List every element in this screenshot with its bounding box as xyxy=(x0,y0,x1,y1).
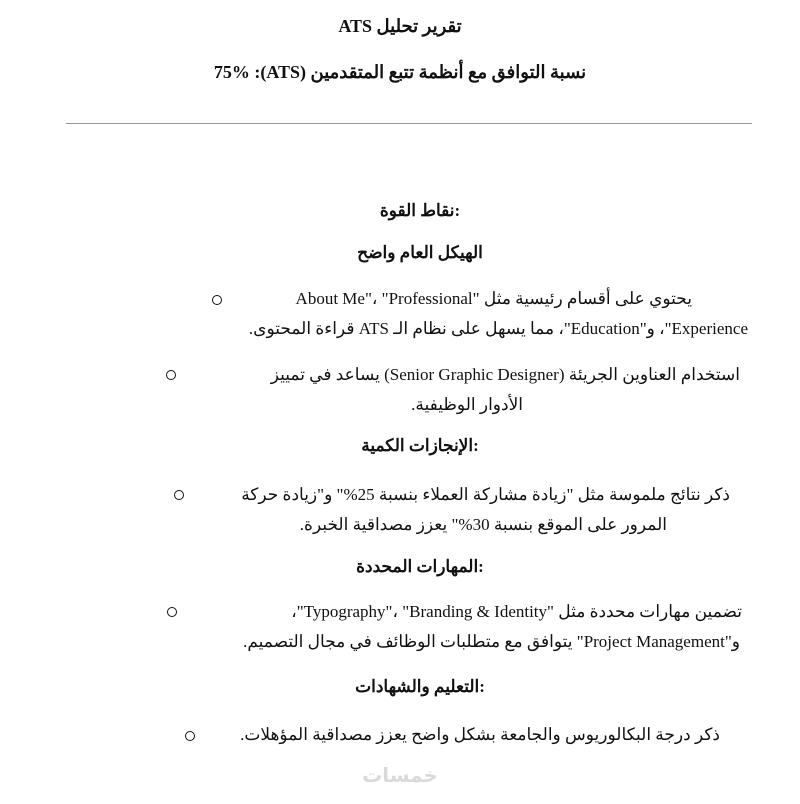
strengths-heading: :نقاط القوة xyxy=(379,201,461,220)
divider xyxy=(66,123,752,124)
ats-score: نسبة التوافق مع أنظمة تتبع المتقدمين (ATS): 75% xyxy=(213,62,587,82)
bullet-circle-icon xyxy=(167,607,177,617)
achievements-text-line1: ذكر نتائج ملموسة مثل "زيادة مشاركة العملاء بنسبة 25%" و"زيادة حركة xyxy=(241,485,730,504)
skills-text-line1: تضمين مهارات محددة مثل "Typography"، "Branding & Identity"، xyxy=(291,602,742,621)
watermark-logo: خمسات xyxy=(362,763,438,787)
titles-text-line2: الأدوار الوظيفية. xyxy=(411,395,523,414)
titles-text-line1: استخدام العناوين الجريئة (Senior Graphic Designer) يساعد في تمييز xyxy=(270,365,740,384)
skills-text-line2: و"Project Management" يتوافق مع متطلبات الوظائف في مجال التصميم. xyxy=(243,632,740,651)
education-text-line1: ذكر درجة البكالوريوس والجامعة بشكل واضح يعزز مصداقية المؤهلات. xyxy=(240,725,720,744)
achievements-heading: :الإنجازات الكمية xyxy=(361,436,479,455)
bullet-circle-icon xyxy=(166,370,176,380)
sections-text-line2: Experience"، و"Education"، مما يسهل على نظام الـ ATS قراءة المحتوى. xyxy=(248,319,748,338)
report-title: تقرير تحليل ATS xyxy=(338,16,462,36)
sections-text-line1: يحتوي على أقسام رئيسية مثل "About Me"، "Professional xyxy=(295,289,692,308)
education-heading: :التعليم والشهادات xyxy=(355,677,485,696)
bullet-circle-icon xyxy=(212,295,222,305)
bullet-circle-icon xyxy=(174,490,184,500)
structure-heading: الهيكل العام واضح xyxy=(357,243,483,262)
skills-heading: :المهارات المحددة xyxy=(356,557,484,576)
achievements-text-line2: المرور على الموقع بنسبة 30%" يعزز مصداقية الخبرة. xyxy=(299,515,667,534)
bullet-circle-icon xyxy=(185,731,195,741)
